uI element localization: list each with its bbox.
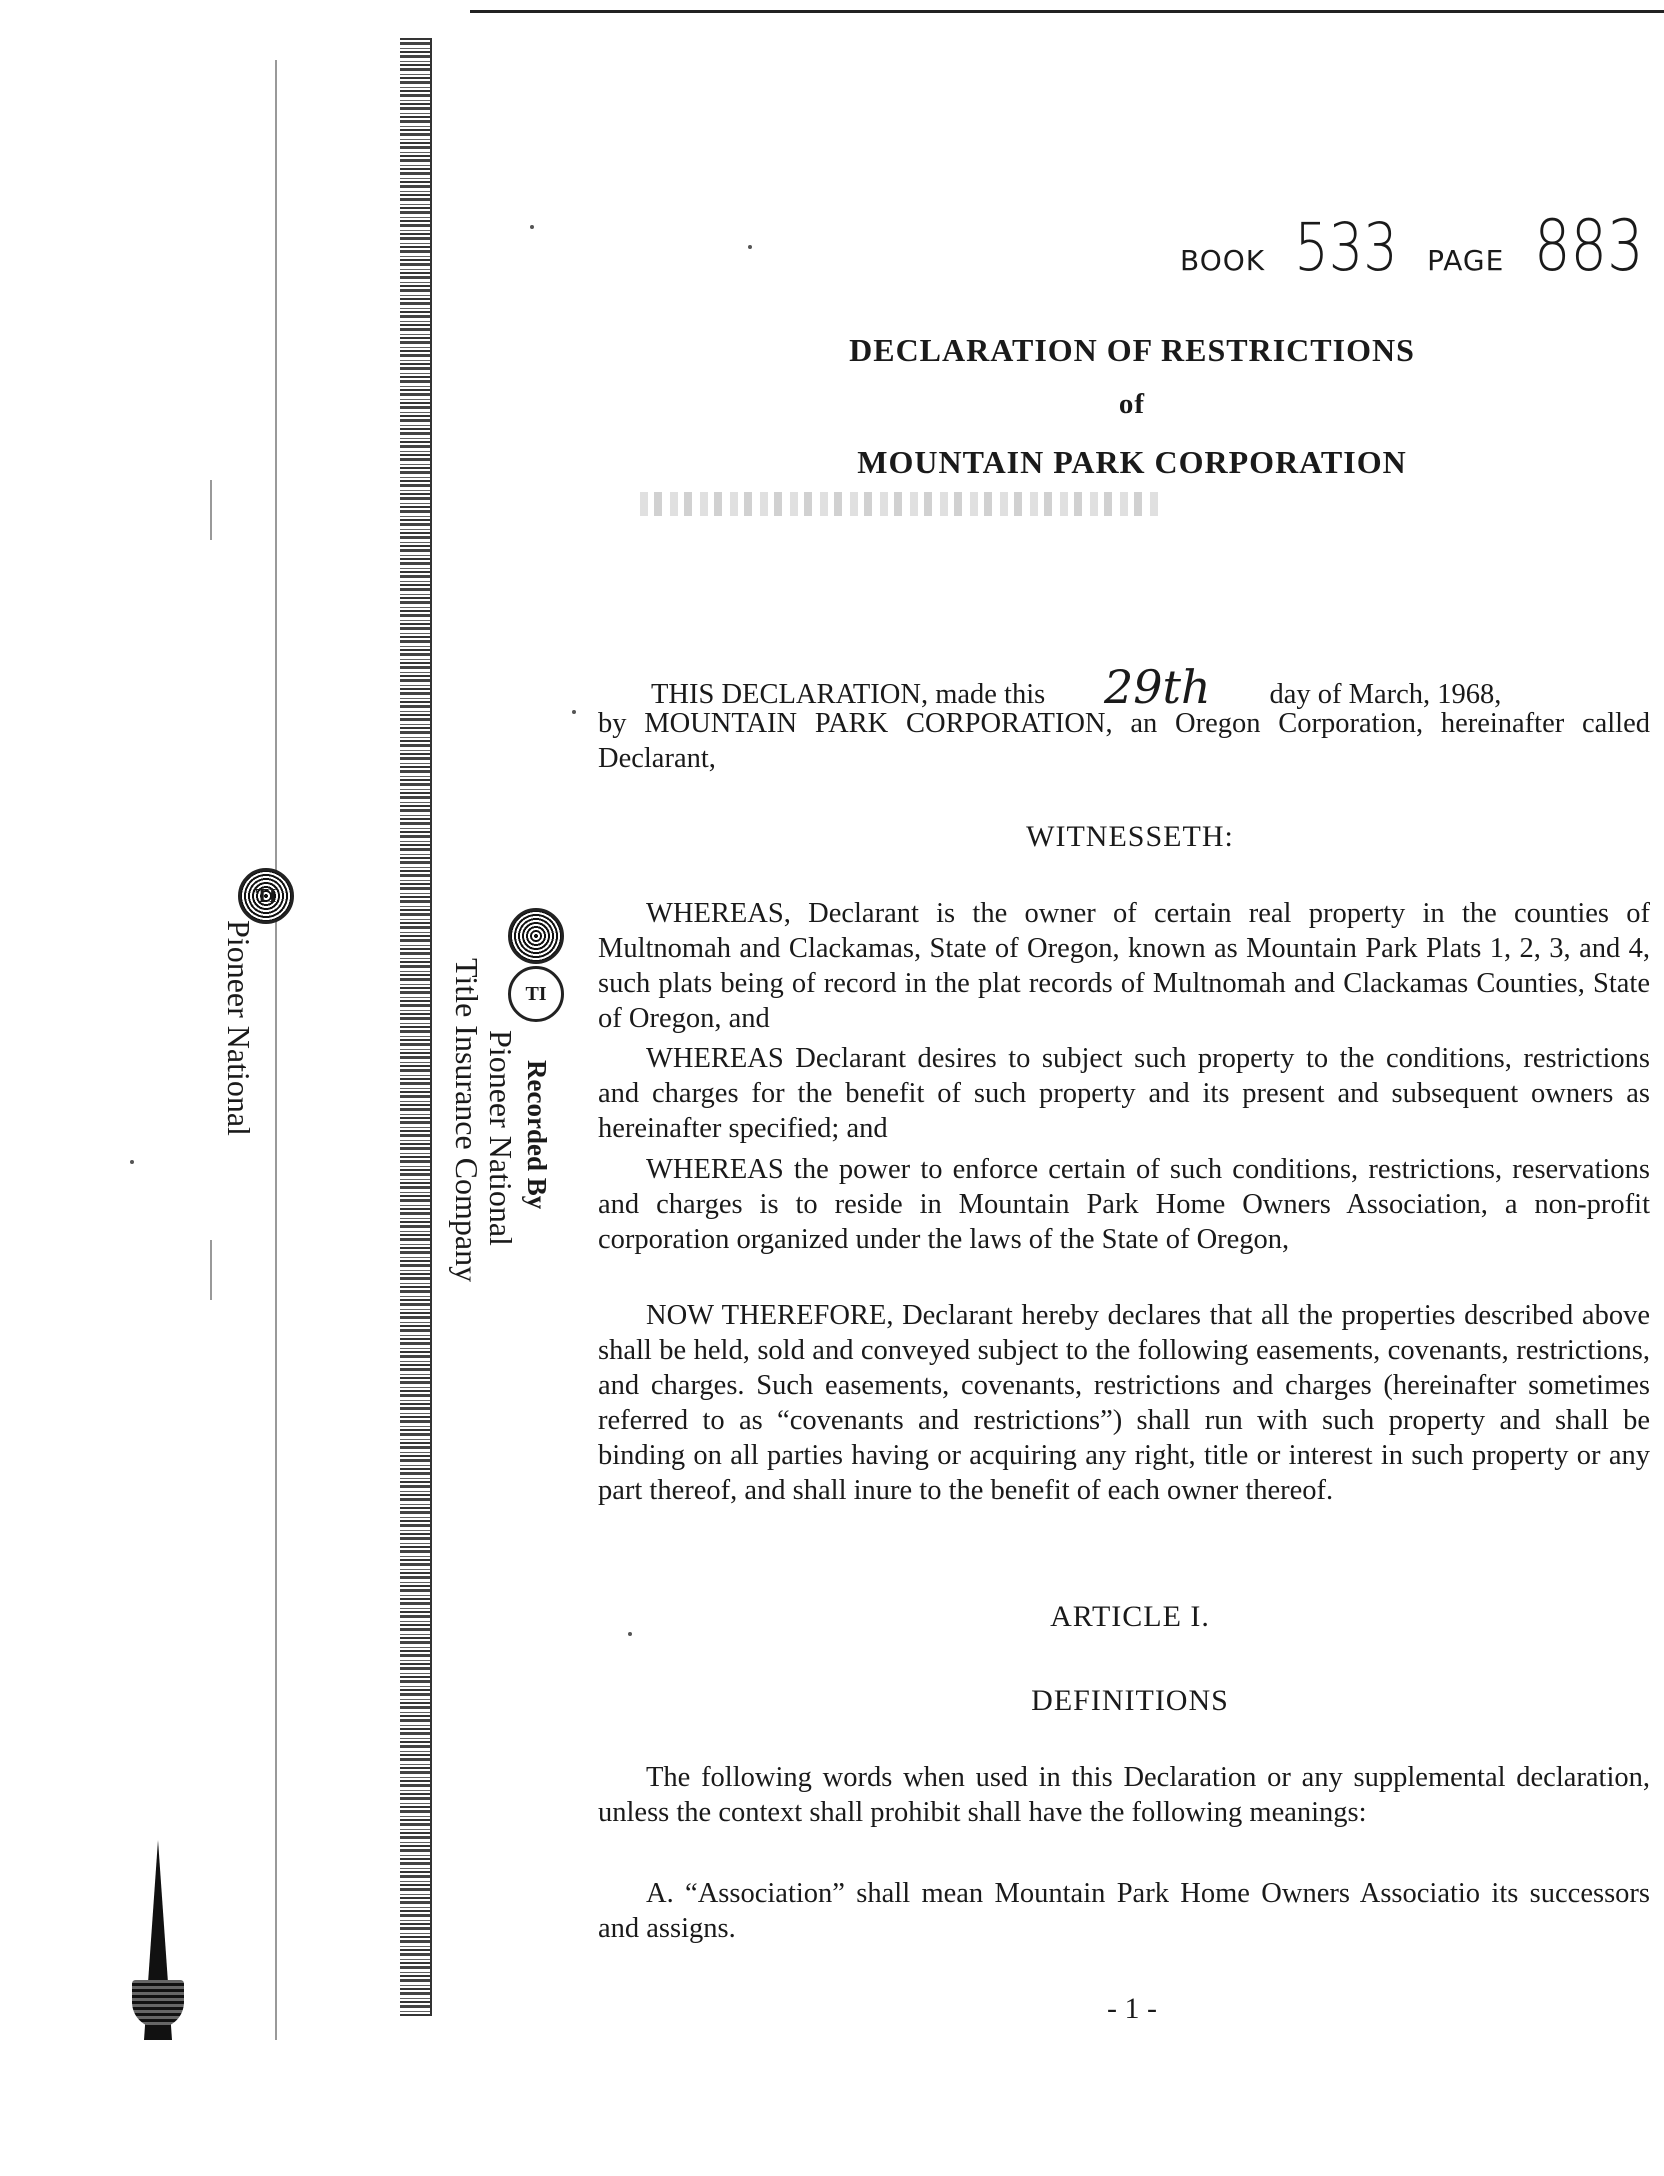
page-label: PAGE — [1427, 244, 1505, 277]
article-title: DEFINITIONS — [1031, 1684, 1229, 1717]
page-number: 883 — [1534, 205, 1644, 287]
margin-spike-mark-base — [132, 1980, 184, 2028]
handwritten-day: 29th — [1104, 660, 1211, 714]
scan-speck — [530, 225, 534, 229]
article-number: ARTICLE I. — [1050, 1600, 1210, 1633]
recital-paragraph: WHEREAS Declarant desires to subject such property to the conditions, restrictions and charges for the benefit of such property and its present and subsequent owners as hereinafter specified; and — [598, 1043, 1650, 1144]
left-margin-company: Pioneer National — [221, 920, 257, 1136]
recital-paragraph: WHEREAS the power to enforce certain of such conditions, restrictions, reservations and charges is to reside in Mountain Park Home Owners Association, a non-profit corporation organized under the laws of the State of Oregon, — [598, 1154, 1650, 1255]
margin-rule — [210, 1240, 212, 1300]
top-border-line — [470, 10, 1664, 13]
title-of: of — [1118, 388, 1146, 420]
intro-rest: by MOUNTAIN PARK CORPORATION, an Oregon Corporation, hereinafter called Declarant, — [598, 708, 1650, 774]
margin-rule — [275, 60, 277, 2040]
faded-illegible-line — [640, 492, 1160, 516]
document-title: DECLARATION OF RESTRICTIONS — [849, 332, 1415, 368]
operative-paragraph: NOW THEREFORE, Declarant hereby declares that all the properties described above shall be held, sold and conveyed subject to the following easements, covenants, restrictions, and charges. Such easements, covenants, restrictions and charges (hereinafter sometimes referred to as “covenants and restrictions”) shall run with such property and shall be binding on all parties having or acquiring any right, title or interest in such property or any part thereof, and shall inure to the benefit of each owner thereof. — [598, 1300, 1650, 1506]
pioneer-national-seal-icon: TI — [238, 868, 294, 924]
book-number: 533 — [1294, 209, 1398, 286]
stamp-seal-outer-icon — [508, 908, 564, 964]
book-page-reference — [1180, 205, 1656, 285]
stamp-company-line1: Pioneer National — [483, 1030, 519, 1246]
definitions-intro: The following words when used in this Declaration or any supplemental declaration, unless the context shall prohibit shall have the following meanings: — [598, 1762, 1650, 1828]
recital-paragraph: WHEREAS, Declarant is the owner of certain real property in the counties of Multnomah and Clackamas, State of Oregon, known as Mountain Park Plats 1, 2, 3, and 4, such plats being of record in the plat records of Multnomah and Clackamas Counties, State of Oregon, and — [598, 898, 1650, 1034]
recorded-by-label: Recorded By — [522, 1060, 552, 1210]
scan-speck — [130, 1160, 134, 1164]
binding-strip — [400, 38, 430, 2016]
intro-first-line: THIS DECLARATION, made this 29th day of March, 1968, — [651, 660, 1502, 714]
stamp-company-line2: Title Insurance Company — [449, 958, 485, 1283]
binding-strip-edge — [430, 38, 432, 2016]
page-footer-number: - 1 - — [1107, 1992, 1157, 2025]
book-label: BOOK — [1180, 244, 1266, 277]
corporation-name: MOUNTAIN PARK CORPORATION — [857, 444, 1407, 480]
scan-speck — [572, 710, 576, 714]
stamp-seal-ti-icon: TI — [508, 966, 564, 1022]
witnesseth-heading: WITNESSETH: — [1026, 820, 1234, 853]
definition-a: A. “Association” shall mean Mountain Park Home Owners Associatio its successors and assigns. — [598, 1878, 1650, 1944]
margin-rule — [210, 480, 212, 540]
scan-speck — [748, 245, 752, 249]
